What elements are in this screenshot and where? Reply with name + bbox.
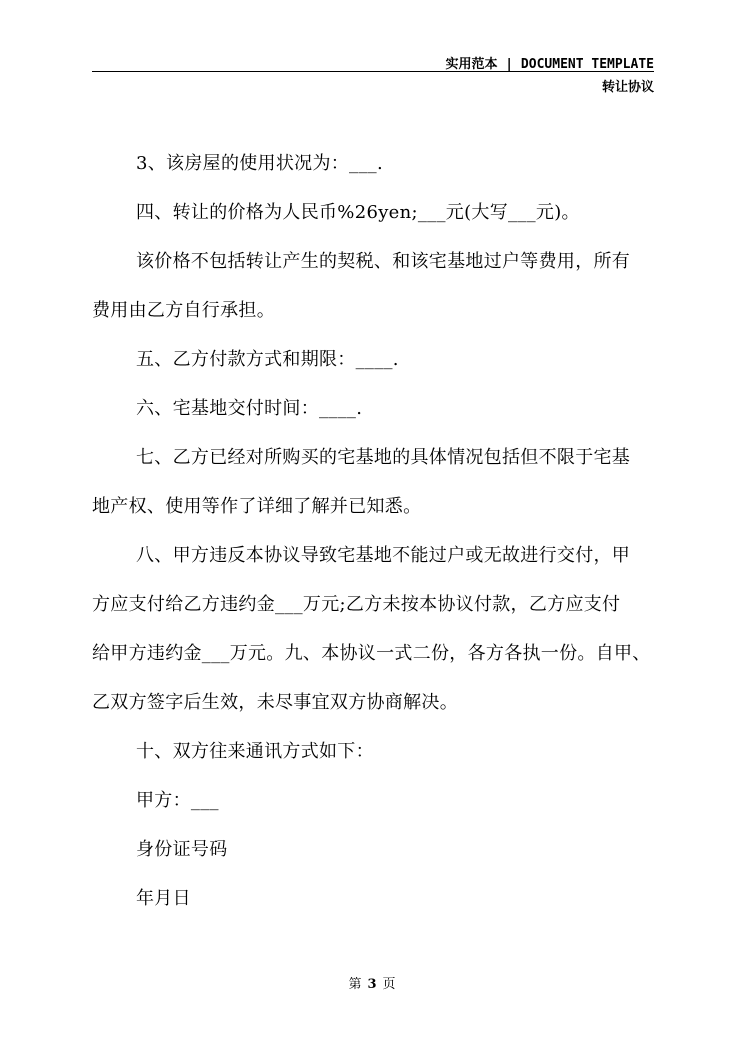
paragraph-line: 八、甲方违反本协议导致宅基地不能过户或无故进行交付，甲: [136, 545, 631, 566]
page-footer: [0, 973, 744, 992]
paragraph-line: 3、该房屋的使用状况为：___.: [136, 153, 383, 174]
paragraph-line: 四、转让的价格为人民币%26yen;___元(大写___元)。: [136, 202, 580, 223]
paragraph-line: 乙双方签字后生效，未尽事宜双方协商解决。: [92, 692, 458, 713]
paragraph-line: 给甲方违约金___万元。九、本协议一式二份，各方各执一份。自甲、: [92, 643, 651, 664]
paragraph-line: 七、乙方已经对所购买的宅基地的具体情况包括但不限于宅基: [136, 447, 631, 468]
paragraph-line: 地产权、使用等作了详细了解并已知悉。: [92, 496, 422, 517]
paragraph-line: 六、宅基地交付时间：____.: [136, 398, 363, 419]
page-label-suffix: 页: [382, 977, 396, 992]
paragraph-line: 该价格不包括转让产生的契税、和该宅基地过户等费用，所有: [136, 251, 631, 272]
paragraph-line: 十、双方往来通讯方式如下：: [136, 741, 374, 762]
header-title: 实用范本 | DOCUMENT TEMPLATE: [445, 57, 654, 72]
document-body: [92, 139, 658, 923]
paragraph-line: 甲方：___: [136, 790, 219, 811]
page-label-prefix: 第: [348, 977, 362, 992]
paragraph-line: 方应支付给乙方违约金___万元;乙方未按本协议付款，乙方应支付: [92, 594, 621, 615]
header-subtitle: 转让协议: [601, 80, 654, 95]
paragraph-line: 费用由乙方自行承担。: [92, 300, 275, 321]
paragraph-line: 五、乙方付款方式和期限：____.: [136, 349, 399, 370]
header-divider: [92, 71, 654, 72]
paragraph-line: 身份证号码: [136, 839, 228, 860]
page-header: [92, 50, 654, 100]
page-number: 3: [367, 977, 377, 992]
paragraph-line: 年月日: [136, 888, 191, 909]
